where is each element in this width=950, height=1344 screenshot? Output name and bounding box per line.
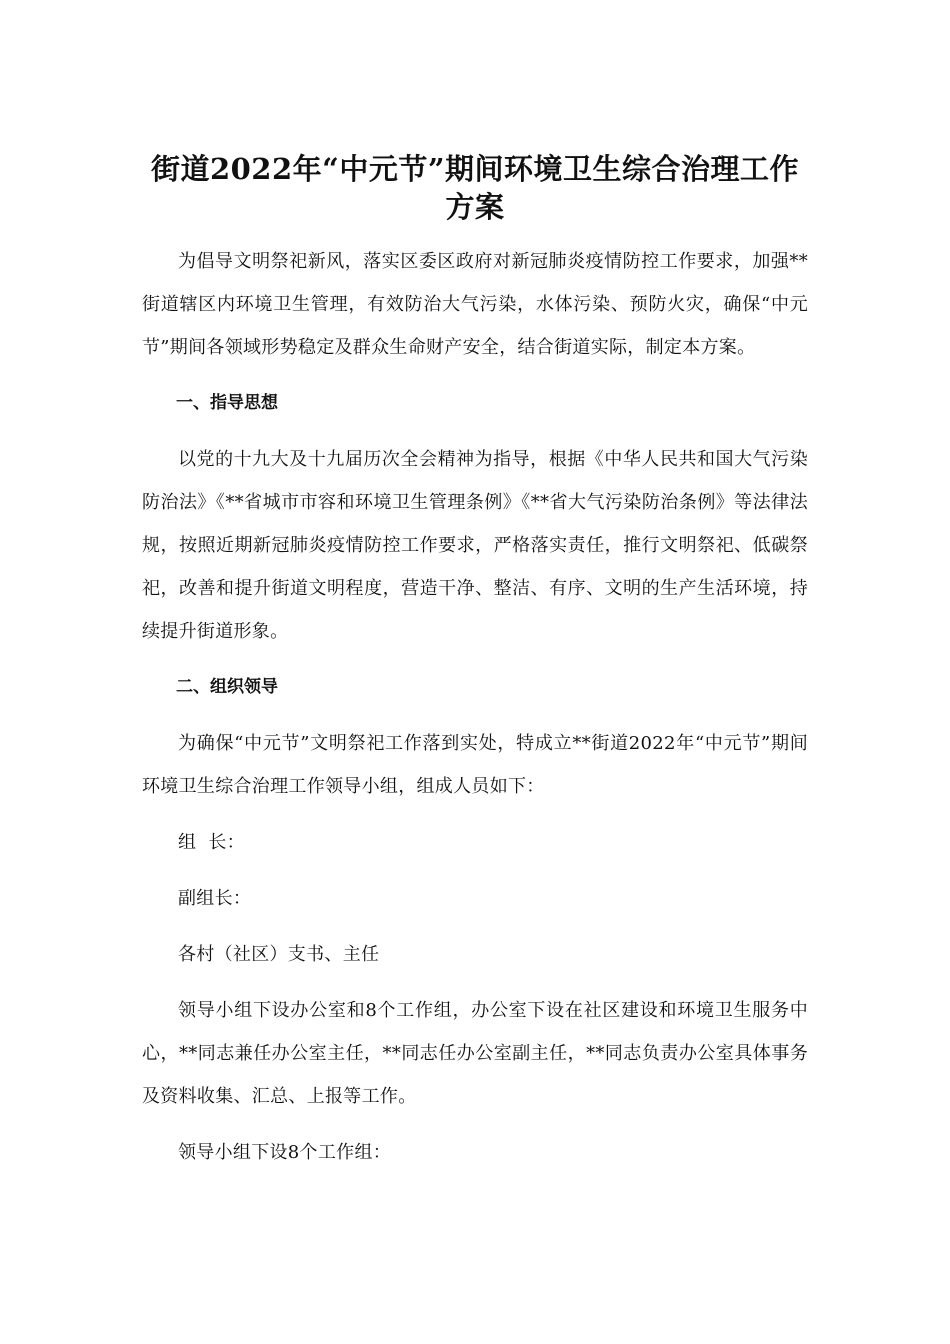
intro-paragraph: 为倡导文明祭祀新风，落实区委区政府对新冠肺炎疫情防控工作要求，加强**街道辖区内环境卫生管理，有效防治大气污染，水体污染、预防火灾，确保“中元节”期间各领域形势稳定及群众生命财产安全，结合街道实际，制定本方案。	[142, 251, 808, 358]
title-line-1: 街道2022年“中元节”期间环境卫生综合治理工作	[150, 152, 800, 186]
document-title	[140, 150, 810, 226]
organization-paragraph: 为确保“中元节”文明祭祀工作落到实处，特成立**街道2022年“中元节”期间环境卫生综合治理工作领导小组，组成人员如下：	[142, 733, 808, 797]
members-line: 各村（社区）支书、主任	[178, 944, 380, 965]
section-heading-guiding-ideology: 一、指导思想	[176, 393, 278, 413]
guiding-ideology-paragraph: 以党的十九大及十九届历次全会精神为指导，根据《中华人民共和国大气污染防治法》《**省城市市容和环境卫生管理条例》《**省大气污染防治条例》等法律法规，按照近期新冠肺炎疫情防控工作要求，严格落实责任，推行文明祭祀、低碳祭祀，改善和提升街道文明程度，营造干净、整洁、有序、文明的生产生活环境，持续提升街道形象。	[142, 449, 808, 642]
title-line-2: 方案	[445, 190, 505, 224]
group-leader-line: 组 长：	[178, 832, 245, 853]
document-body	[142, 240, 808, 1174]
deputy-leader-line: 副组长：	[178, 888, 252, 909]
working-groups-intro: 领导小组下设8个工作组：	[178, 1142, 392, 1163]
section-heading-organization: 二、组织领导	[176, 677, 278, 697]
office-paragraph: 领导小组下设办公室和8个工作组，办公室下设在社区建设和环境卫生服务中心，**同志兼任办公室主任，**同志任办公室副主任，**同志负责办公室具体事务及资料收集、汇总、上报等工作。	[142, 1000, 808, 1107]
